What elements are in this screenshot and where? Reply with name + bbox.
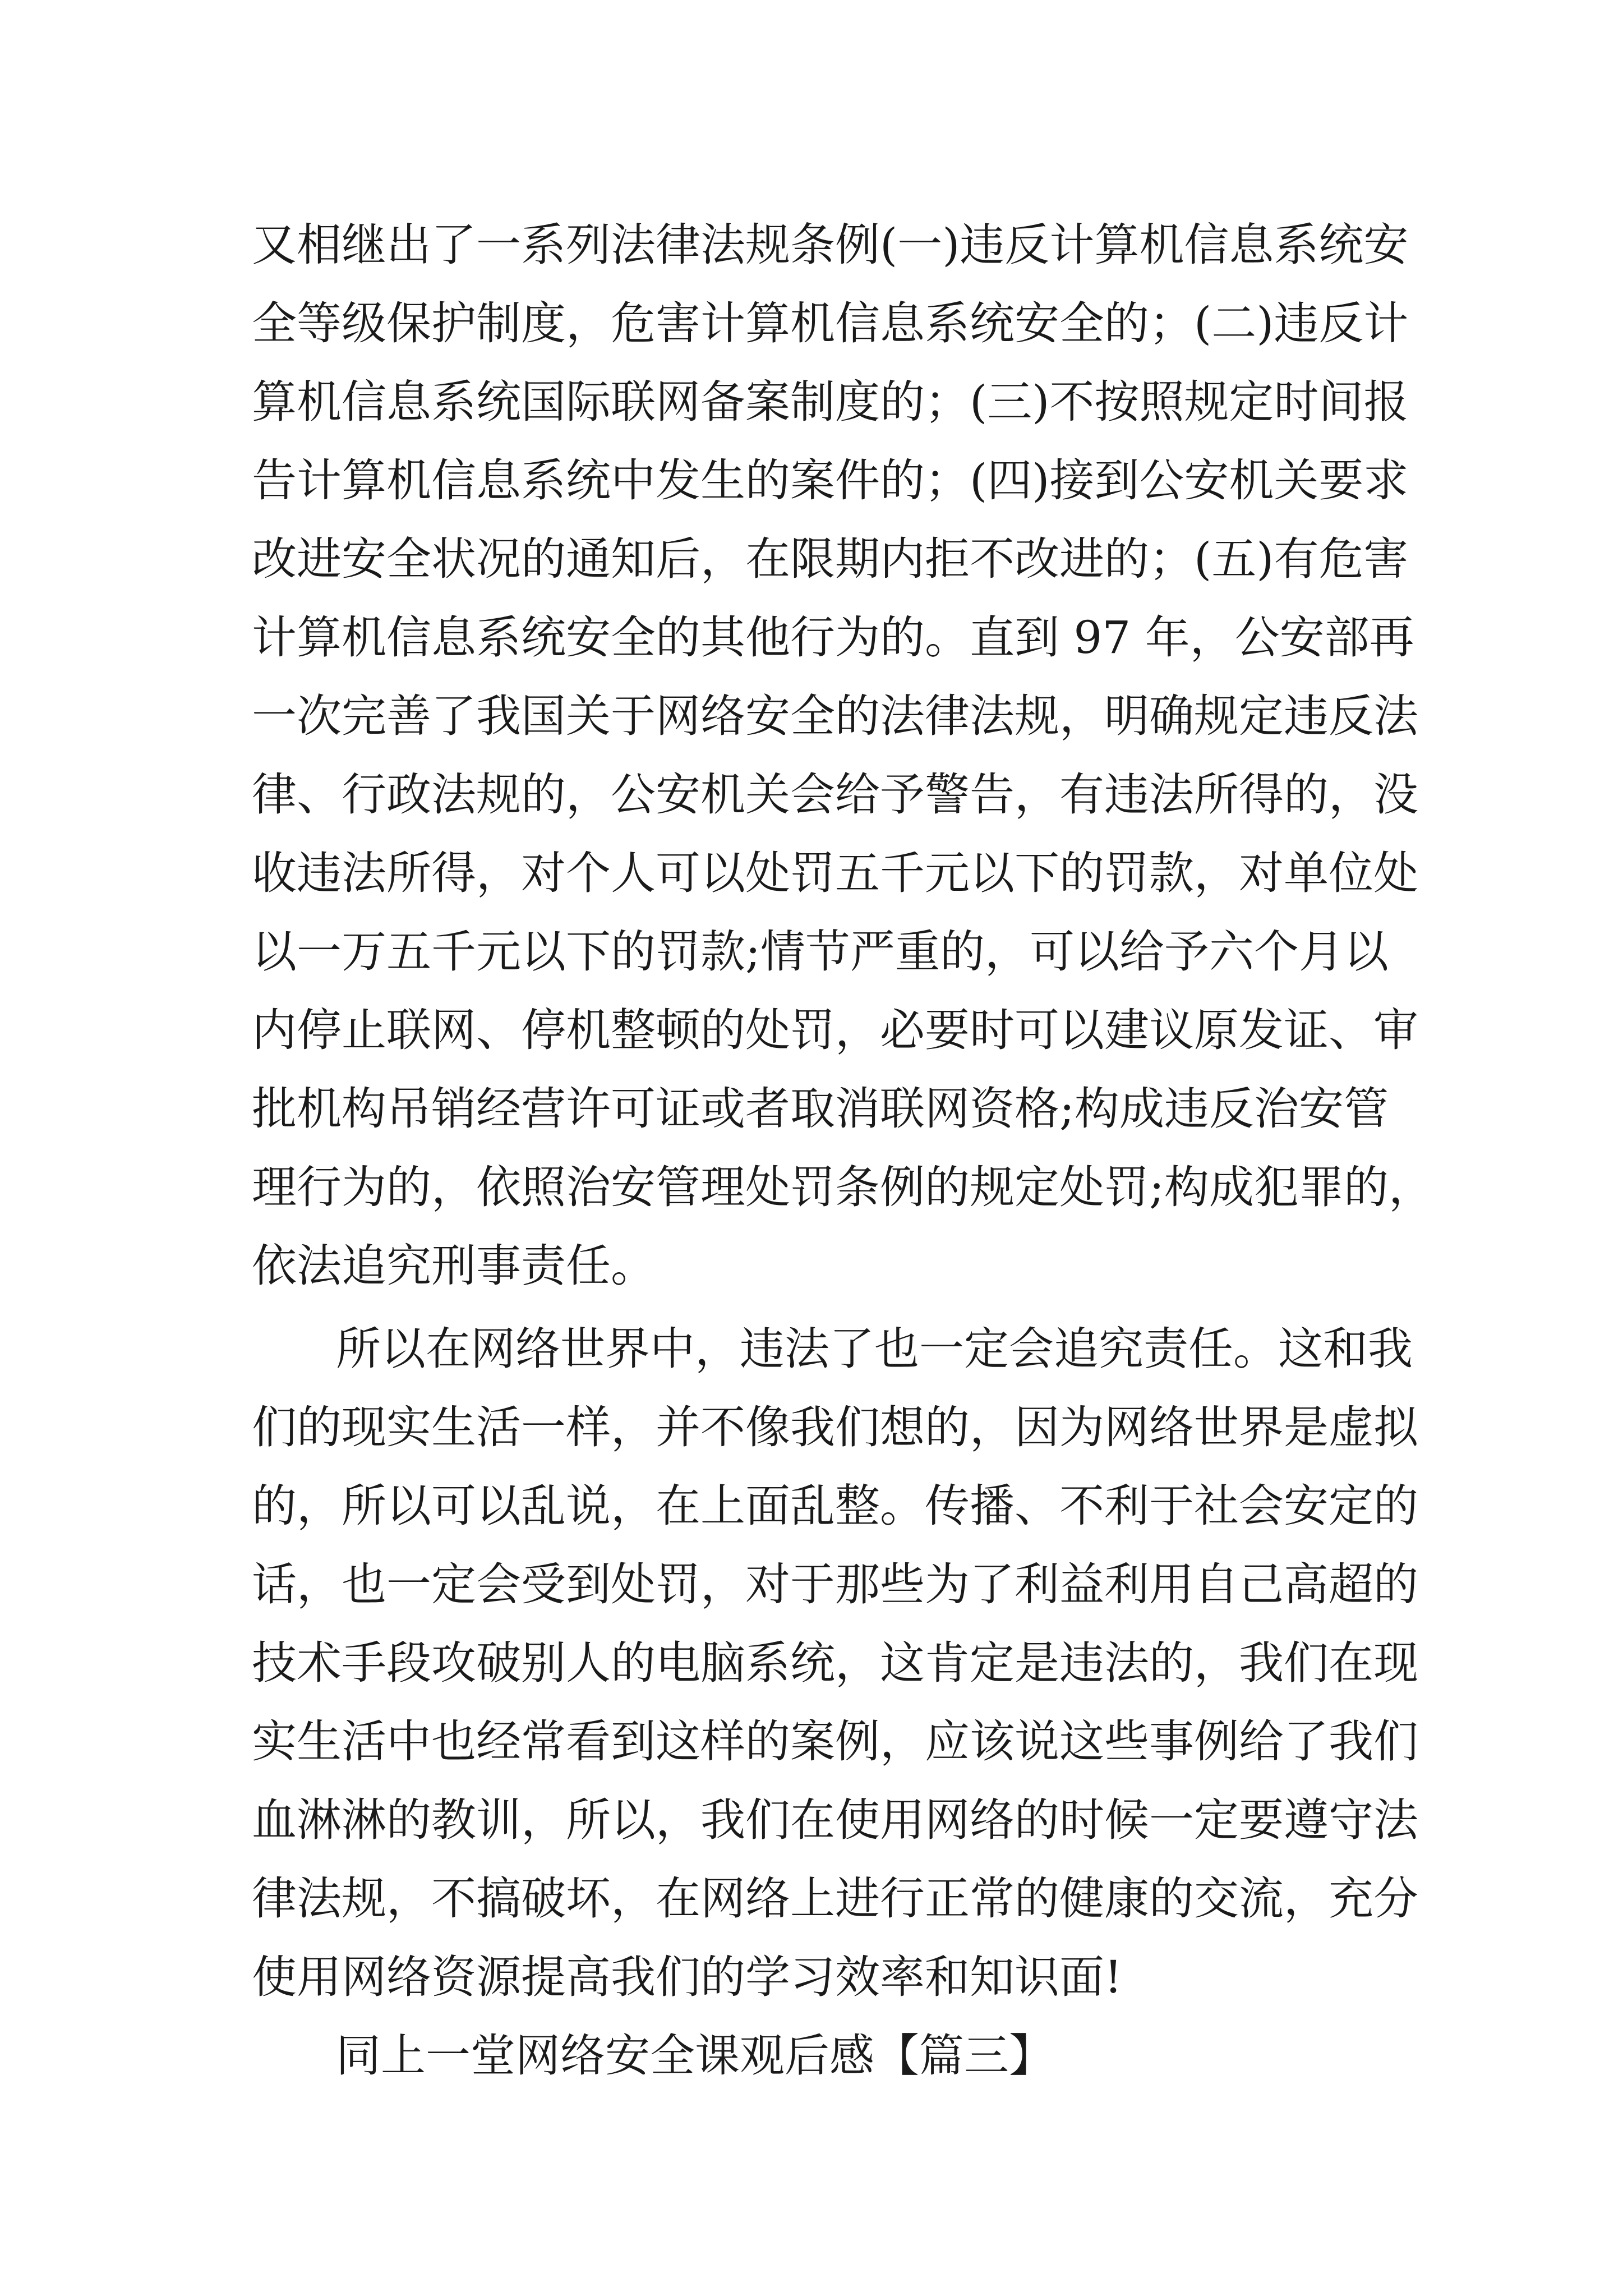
paragraph-2-line-5: 技术手段攻破别人的电脑系统，这肯定是违法的，我们在现 [252,1637,1418,1689]
paragraph-1-line-10: 以一万五千元以下的罚款;情节严重的，可以给予六个月以 [252,926,1389,978]
paragraph-1-line-4: 告计算机信息系统中发生的案件的；(四)接到公安机关要求 [252,454,1409,507]
paragraph-2-line-3: 的，所以可以乱说，在上面乱整。传播、不利于社会安定的 [252,1480,1418,1532]
paragraph-2-line-4: 话，也一定会受到处罚，对于那些为了利益利用自己高超的 [252,1558,1418,1611]
paragraph-1-line-1: 又相继出了一系列法律法规条例(一)违反计算机信息系统安 [252,219,1409,271]
paragraph-1-line-13: 理行为的，依照治安管理处罚条例的规定处罚;构成犯罪的， [252,1161,1433,1213]
paragraph-1-line-12: 批机构吊销经营许可证或者取消联网资格;构成违反治安管 [252,1083,1389,1135]
paragraph-1-line-14: 依法追究刑事责任。 [252,1240,656,1292]
paragraph-1-line-7: 一次完善了我国关于网络安全的法律法规，明确规定违反法 [252,690,1418,742]
paragraph-1-line-2: 全等级保护制度，危害计算机信息系统安全的；(二)违反计 [252,297,1409,349]
paragraph-2-line-9: 使用网络资源提高我们的学习效率和知识面! [252,1951,1123,2003]
paragraph-2-line-7: 血淋淋的教训，所以，我们在使用网络的时候一定要遵守法 [252,1794,1418,1846]
paragraph-1-line-9: 收违法所得，对个人可以处罚五千元以下的罚款，对单位处 [252,847,1418,899]
paragraph-2-line-2: 们的现实生活一样，并不像我们想的，因为网络世界是虚拟 [252,1401,1418,1453]
paragraph-1-line-3: 算机信息系统国际联网备案制度的；(三)不按照规定时间报 [252,376,1409,428]
paragraph-1-line-11: 内停止联网、停机整顿的处罚，必要时可以建议原发证、审 [252,1004,1418,1056]
paragraph-1-line-8: 律、行政法规的，公安机关会给予警告，有违法所得的，没 [252,769,1418,821]
paragraph-2-line-8: 律法规，不搞破坏，在网络上进行正常的健康的交流，充分 [252,1872,1418,1925]
paragraph-2-line-6: 实生活中也经常看到这样的案例，应该说这些事例给了我们 [252,1715,1418,1768]
paragraph-2-line-1: 所以在网络世界中，违法了也一定会追究责任。这和我 [336,1323,1413,1375]
paragraph-1-line-5: 改进安全状况的通知后，在限期内拒不改进的；(五)有危害 [252,533,1409,585]
section-heading: 同上一堂网络安全课观后感【篇三】 [336,2030,1054,2082]
paragraph-1-line-6: 计算机信息系统安全的其他行为的。直到 97 年，公安部再 [252,611,1414,664]
